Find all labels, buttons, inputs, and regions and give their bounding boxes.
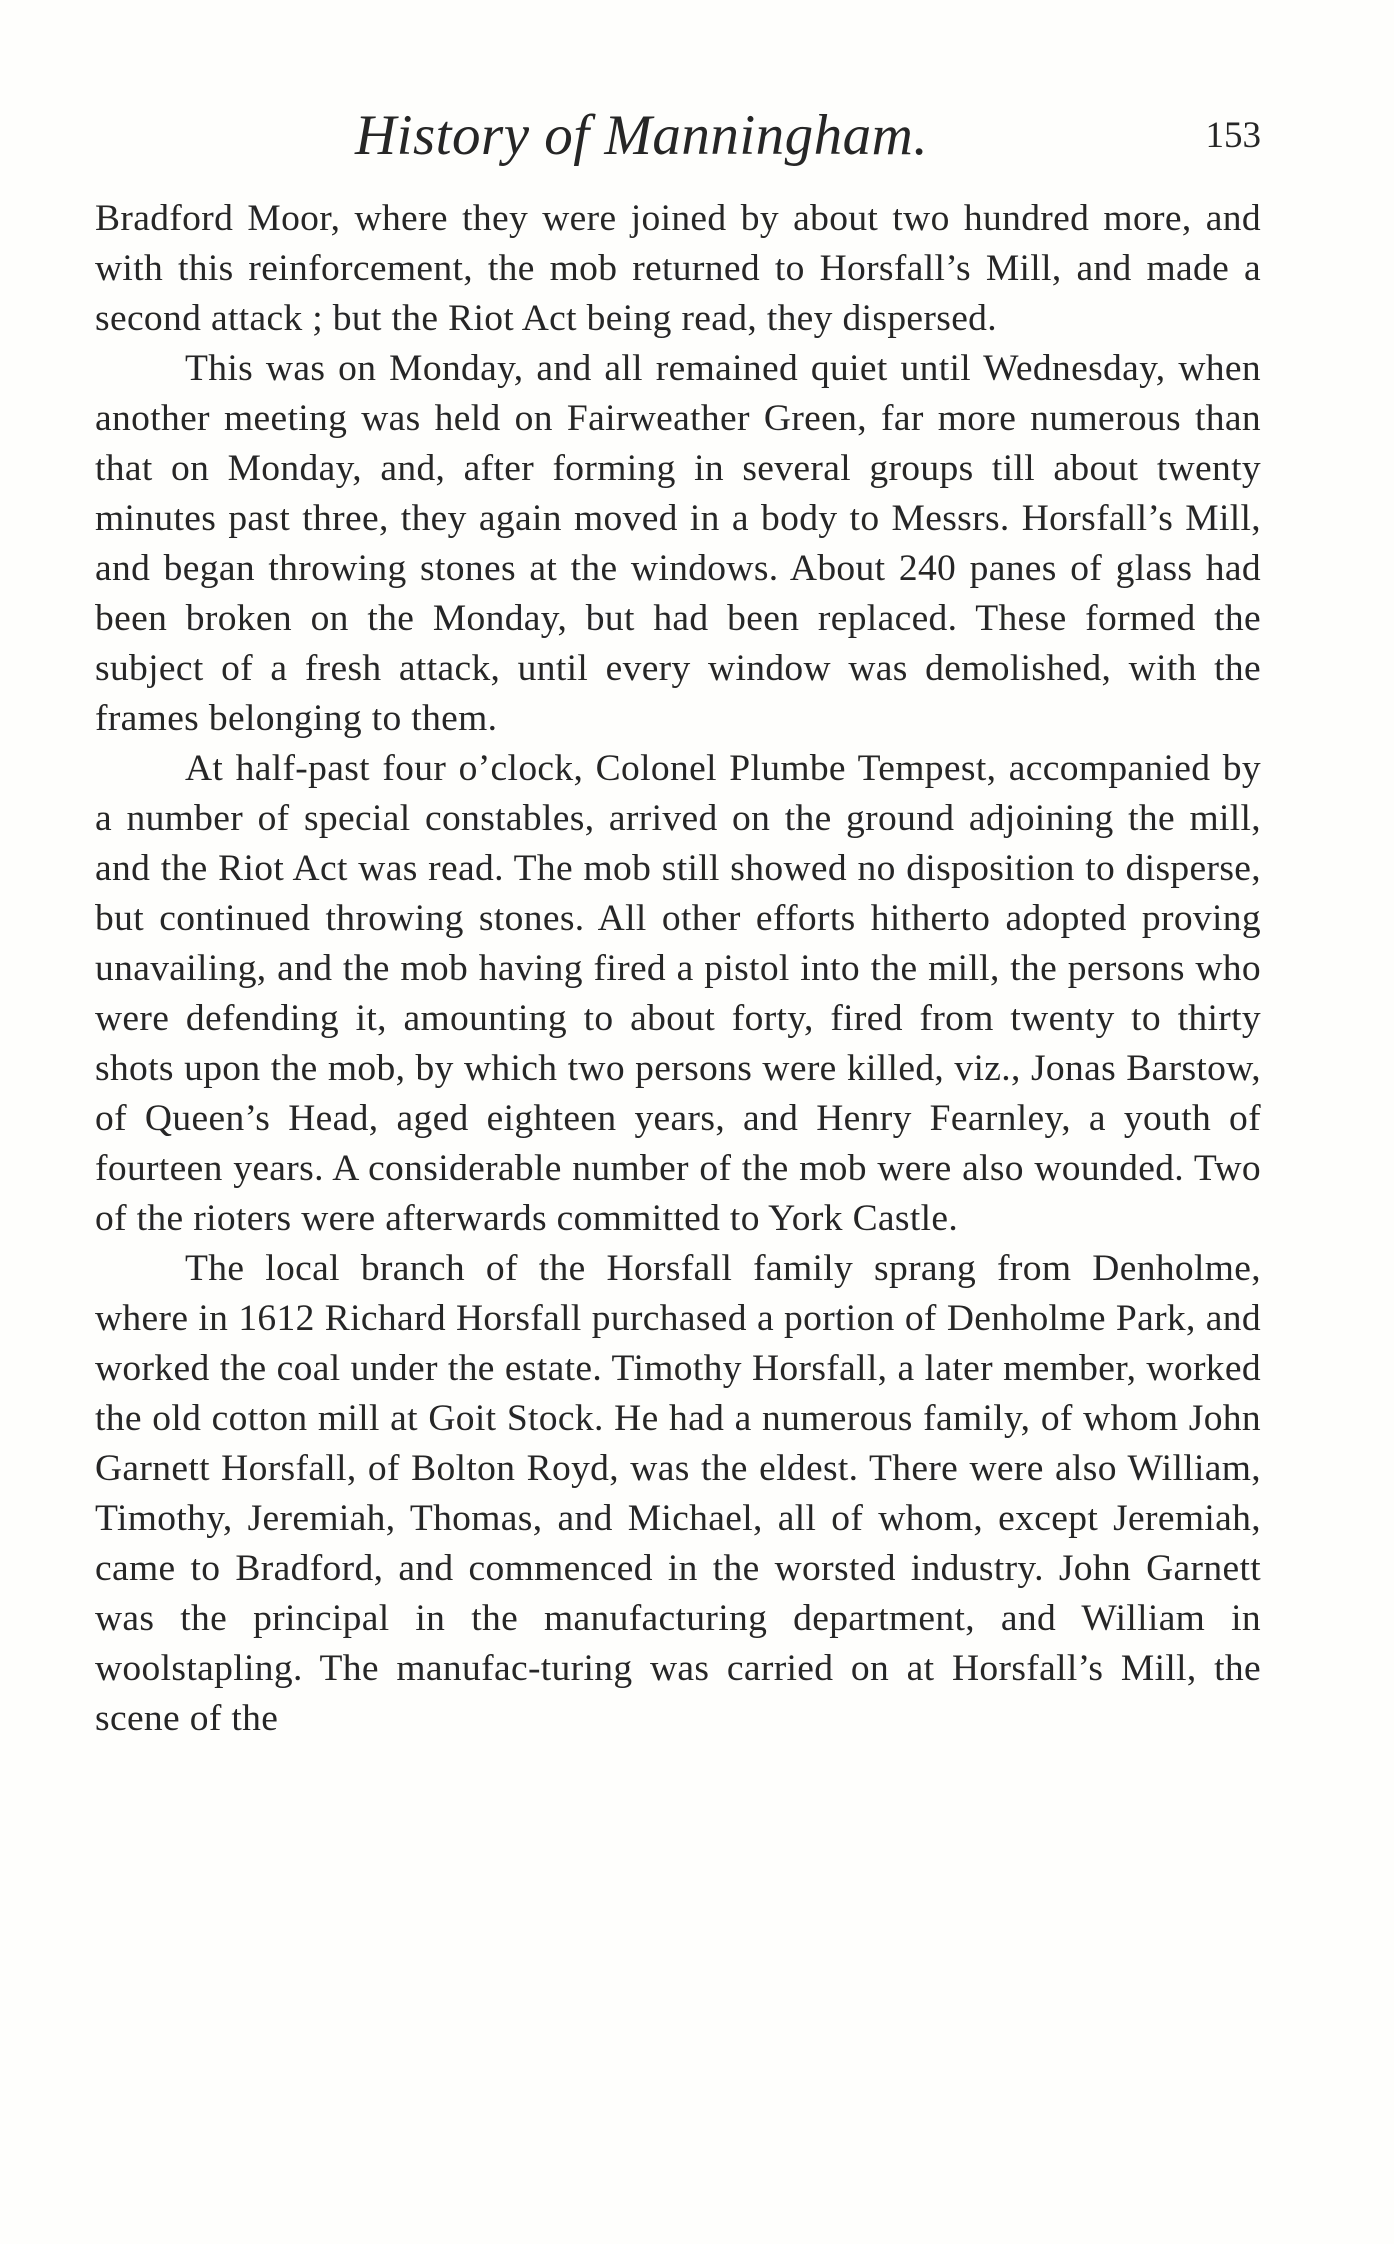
paragraph-2: This was on Monday, and all remained quiet until Wednesday, when another meeting was held on Fairweather Green, far more numerous than that on Monday, and, after forming in several groups till about twenty minutes past three, they again moved in a body to Messrs. Horsfall’s Mill, and began throwing stones at the windows. About 240 panes of glass had been broken on the Monday, but had been replaced. These formed the subject of a fresh attack, until every window was demolished, with the frames belonging to them. xyxy=(95,348,1261,739)
paragraph-1: Bradford Moor, where they were joined by about two hundred more, and with this reinforcement, the mob returned to Horsfall’s Mill, and made a second attack ; but the Riot Act being read, they dispersed. xyxy=(95,198,1261,339)
running-title: History of Manningham. xyxy=(355,104,929,167)
page-number: 153 xyxy=(1205,115,1261,156)
page-header xyxy=(95,104,1261,194)
body-text xyxy=(95,194,1261,1744)
paragraph-4: The local branch of the Horsfall family sprang from Denholme, where in 1612 Richard Horsfall purchased a portion of Denholme Park, and worked the coal under the estate. Timothy Horsfall, a later member, worked the old cotton mill at Goit Stock. He had a numerous family, of whom John Garnett Horsfall, of Bolton Royd, was the eldest. There were also William, Timothy, Jeremiah, Thomas, and Michael, all of whom, except Jeremiah, came to Bradford, and commenced in the worsted industry. John Garnett was the principal in the manufacturing department, and William in woolstapling. The manufac-turing was carried on at Horsfall’s Mill, the scene of the xyxy=(95,1248,1261,1739)
paragraph-3: At half-past four o’clock, Colonel Plumbe Tempest, accompanied by a number of special constables, arrived on the ground adjoining the mill, and the Riot Act was read. The mob still showed no disposition to disperse, but continued throwing stones. All other efforts hitherto adopted proving unavailing, and the mob having fired a pistol into the mill, the persons who were defending it, amounting to about forty, fired from twenty to thirty shots upon the mob, by which two persons were killed, viz., Jonas Barstow, of Queen’s Head, aged eighteen years, and Henry Fearnley, a youth of fourteen years. A considerable number of the mob were also wounded. Two of the rioters were afterwards committed to York Castle. xyxy=(95,748,1261,1239)
